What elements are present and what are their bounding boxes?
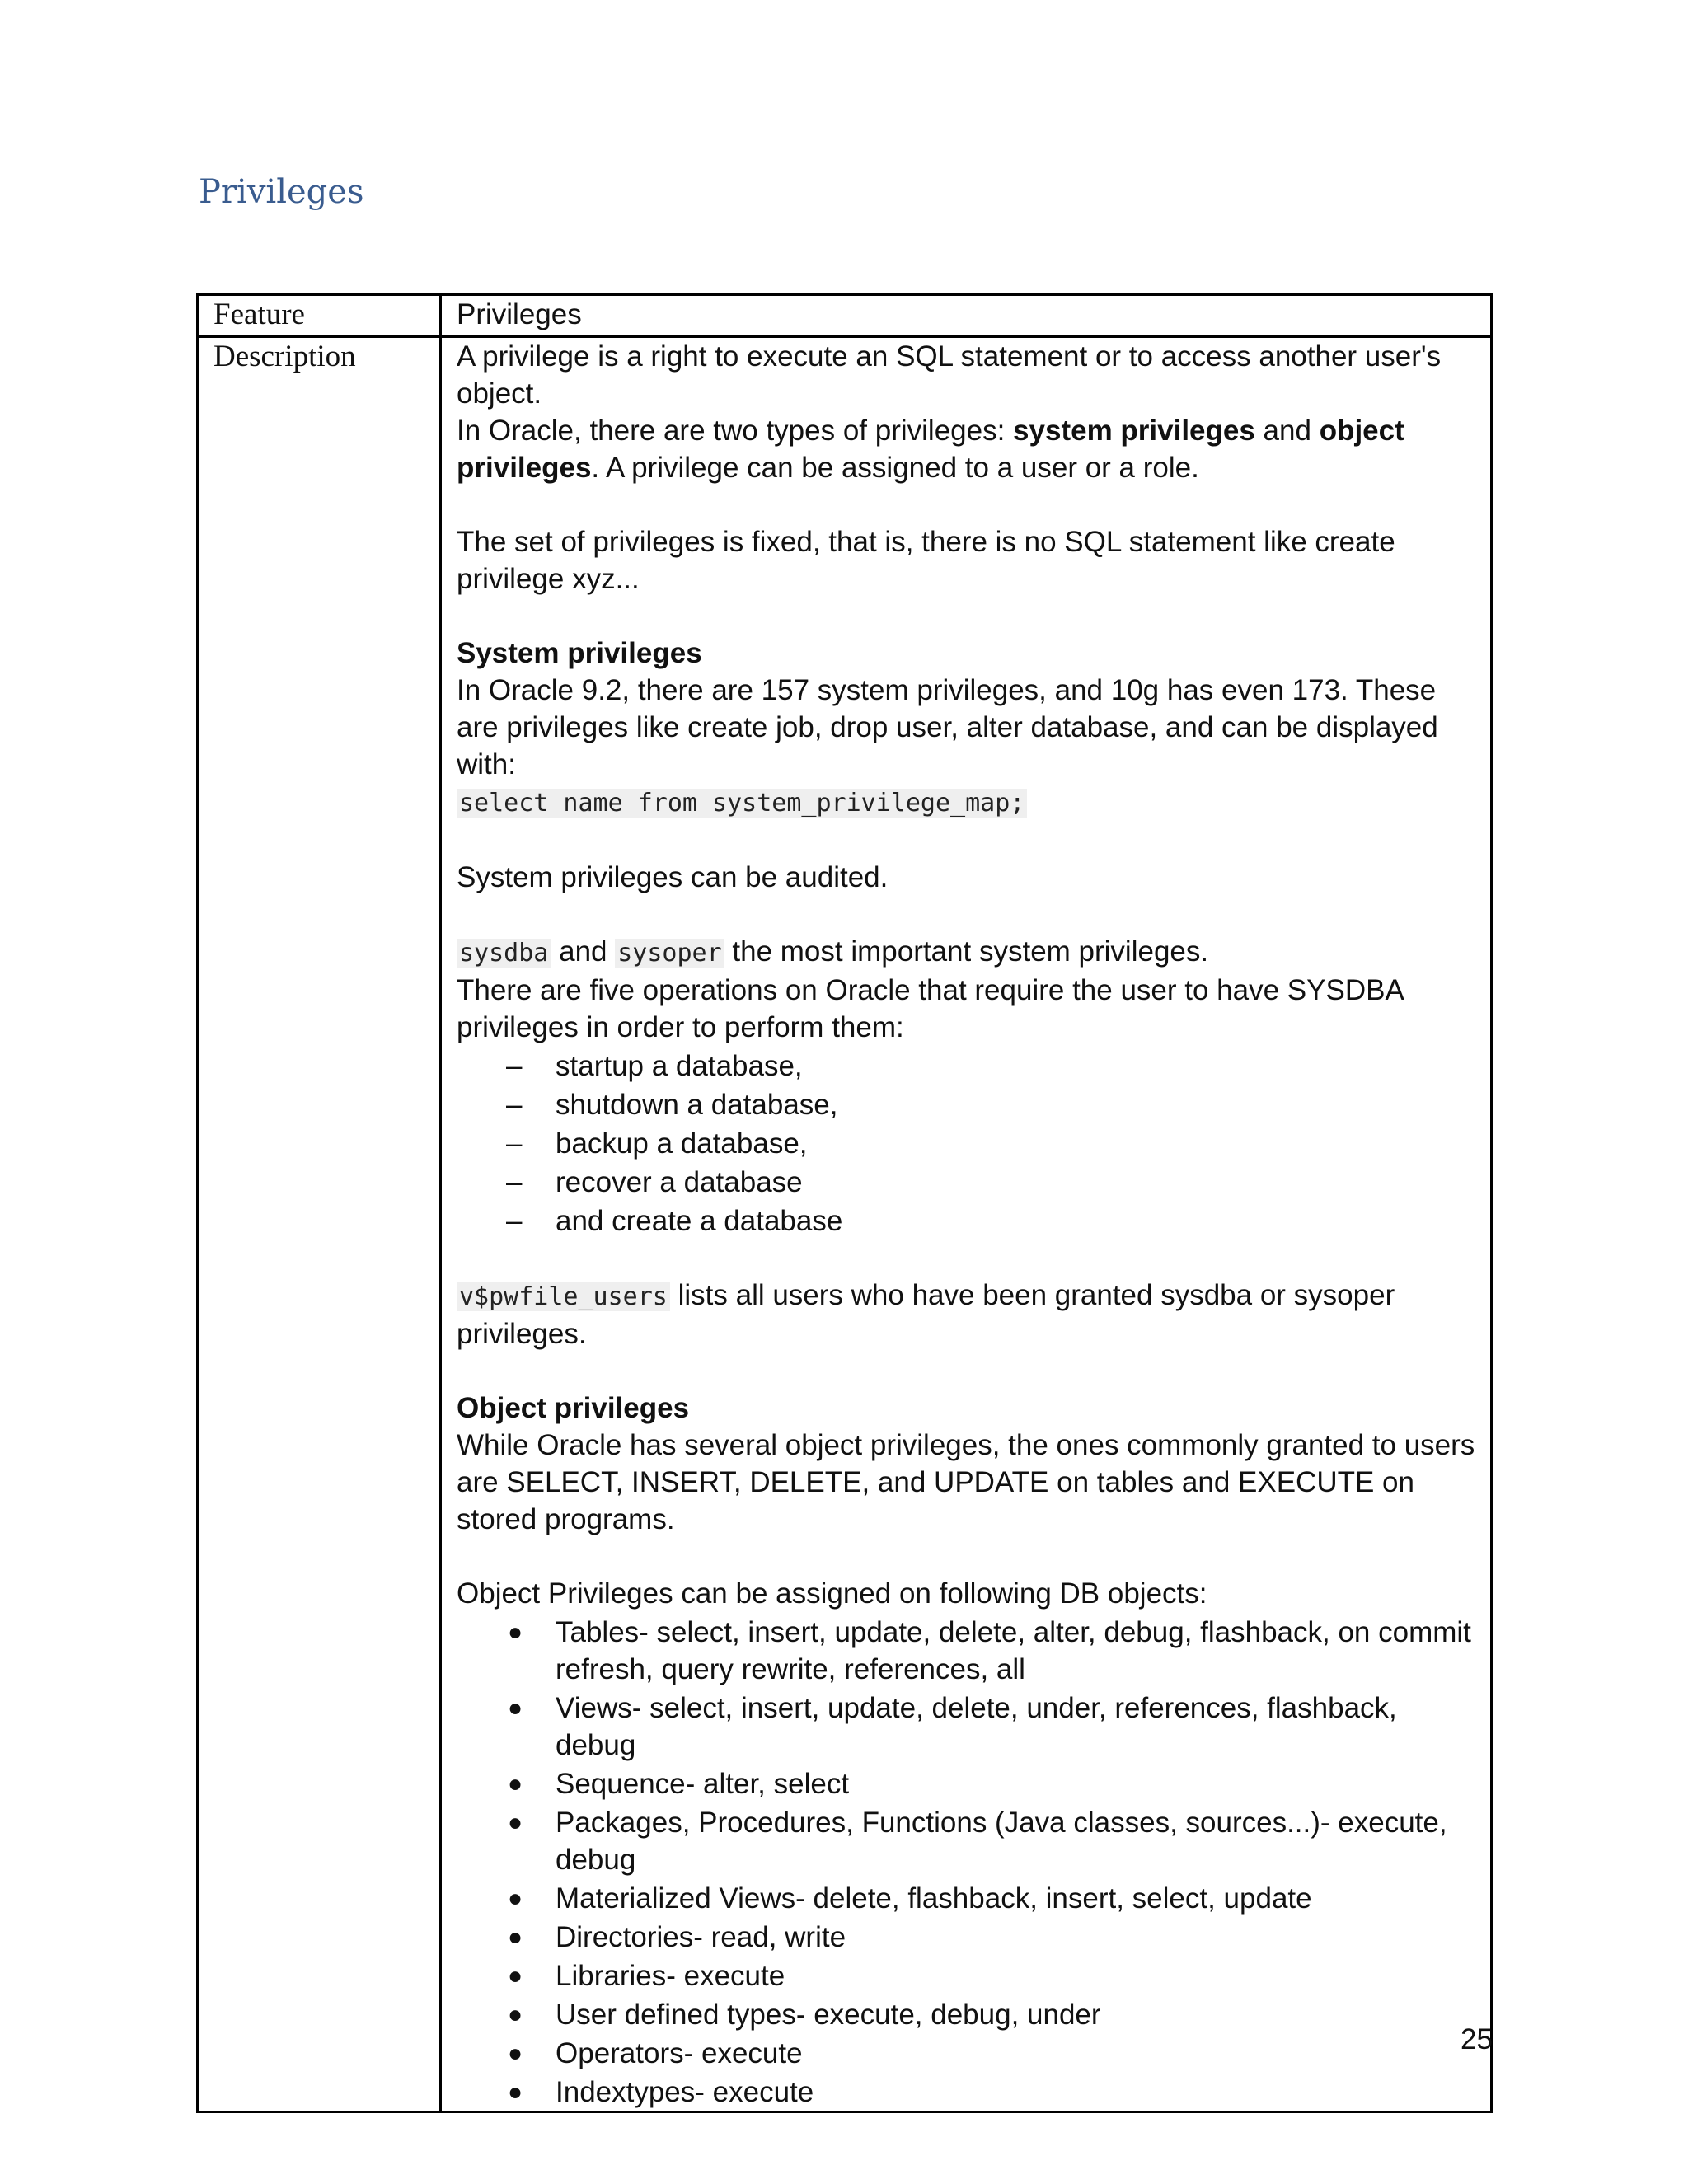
object-intro-paragraph: Object Privileges can be assigned on following DB objects:: [457, 1577, 1207, 1610]
system-privileges-heading: [457, 635, 1479, 672]
bullet-icon: ●: [508, 1619, 523, 1646]
list-item: [457, 1880, 1479, 1917]
sysdba-code: sysdba: [457, 939, 551, 968]
header-value-cell: Privileges: [441, 295, 1492, 337]
list-item: [457, 2074, 1479, 2111]
description-label-cell: Description: [198, 337, 441, 2112]
table-row-description: [198, 337, 1492, 2112]
object-text: Tables- select, insert, update, delete, alter, debug, flashback, on commit refresh, query rewrite, references, all: [556, 1616, 1471, 1685]
object-text: User defined types- execute, debug, under: [556, 1999, 1101, 2031]
description-content-cell: [441, 337, 1492, 2112]
bullet-icon: ●: [508, 1962, 523, 1990]
system-query-code: select name from system_privilege_map;: [457, 789, 1027, 818]
dash-icon: –: [506, 1050, 523, 1082]
object-text: Operators- execute: [556, 2037, 803, 2069]
bullet-icon: ●: [508, 1924, 523, 1951]
sysdba-operations-intro: There are five operations on Oracle that require the user to have SYSDBA privileges in order to perform them:: [457, 974, 1403, 1043]
object-text: Libraries- execute: [556, 1960, 785, 1992]
list-item: [457, 1996, 1479, 2033]
feature-table: [196, 293, 1493, 2113]
system-privileges-term: system privileges: [1013, 415, 1255, 447]
privilege-types-paragraph: [457, 412, 1479, 486]
object-text: Directories- read, write: [556, 1921, 846, 1953]
objects-list: [457, 1614, 1479, 2111]
page-title: Privileges: [199, 173, 364, 211]
and-text: and: [1254, 415, 1320, 447]
list-item: [457, 1957, 1479, 1994]
dash-icon: –: [506, 1127, 523, 1160]
object-text: Indextypes- execute: [556, 2076, 814, 2108]
list-item: [457, 1804, 1479, 1878]
object-text: Materialized Views- delete, flashback, insert, select, update: [556, 1882, 1312, 1915]
pwfile-text: lists all users who have been granted sysdba or sysoper privileges.: [457, 1279, 1395, 1350]
sysdba-text: the most important system privileges.: [724, 935, 1209, 968]
operation-text: and create a database: [556, 1205, 843, 1237]
list-item: [457, 1614, 1479, 1688]
operation-text: shutdown a database,: [556, 1089, 838, 1121]
system-heading-text: System privileges: [457, 637, 702, 669]
list-item: [457, 1164, 1479, 1201]
object-heading-text: Object privileges: [457, 1392, 690, 1424]
dash-icon: –: [506, 1089, 523, 1121]
assignment-text: . A privilege can be assigned to a user or a role.: [591, 452, 1199, 484]
list-item: [457, 1086, 1479, 1123]
system-query-line: [457, 783, 1479, 822]
intro-paragraph: A privilege is a right to execute an SQL statement or to access another user's object.: [457, 340, 1442, 410]
page-number: 25: [1461, 2023, 1493, 2055]
privilege-types-text: In Oracle, there are two types of privileges:: [457, 415, 1014, 447]
list-item: [457, 2035, 1479, 2072]
sysdba-paragraph: [457, 933, 1479, 972]
object-privileges-term: object privileges: [457, 415, 1404, 484]
bullet-icon: ●: [508, 1809, 523, 1836]
list-item: [457, 1047, 1479, 1085]
object-text: Sequence- alter, select: [556, 1768, 850, 1800]
system-privileges-paragraph: In Oracle 9.2, there are 157 system privileges, and 10g has even 173. These are privileges like create job, drop user, alter database, and can be displayed with:: [457, 674, 1438, 780]
operation-text: backup a database,: [556, 1127, 808, 1160]
bullet-icon: ●: [508, 1694, 523, 1722]
bullet-icon: ●: [508, 2001, 523, 2028]
operation-text: recover a database: [556, 1166, 803, 1198]
sysdba-and-text: and: [551, 935, 616, 968]
list-item: [457, 1125, 1479, 1162]
object-privileges-paragraph: While Oracle has several object privileges, the ones commonly granted to users are SELECT, INSERT, DELETE, and UPDATE on tables and EXECUTE on stored programs.: [457, 1429, 1475, 1535]
bullet-icon: ●: [508, 1770, 523, 1797]
bullet-icon: ●: [508, 2040, 523, 2067]
dash-icon: –: [506, 1205, 523, 1237]
table-header-row: [198, 295, 1492, 337]
sysoper-code: sysoper: [615, 939, 724, 968]
object-privileges-heading: [457, 1390, 1479, 1427]
header-feature-cell: Feature: [198, 295, 441, 337]
pwfile-code: v$pwfile_users: [457, 1282, 670, 1311]
list-item: [457, 1690, 1479, 1764]
list-item: [457, 1202, 1479, 1240]
bullet-icon: ●: [508, 1885, 523, 1912]
list-item: [457, 1765, 1479, 1802]
object-text: Views- select, insert, update, delete, under, references, flashback, debug: [556, 1692, 1397, 1761]
bullet-icon: ●: [508, 2079, 523, 2106]
dash-icon: –: [506, 1166, 523, 1198]
list-item: [457, 1919, 1479, 1956]
pwfile-paragraph: [457, 1277, 1479, 1352]
fixed-set-paragraph: The set of privileges is fixed, that is, there is no SQL statement like create privilege xyz...: [457, 526, 1395, 595]
operations-list: [457, 1047, 1479, 1240]
audited-paragraph: System privileges can be audited.: [457, 861, 889, 893]
object-text: Packages, Procedures, Functions (Java classes, sources...)- execute, debug: [556, 1807, 1447, 1876]
operation-text: startup a database,: [556, 1050, 803, 1082]
